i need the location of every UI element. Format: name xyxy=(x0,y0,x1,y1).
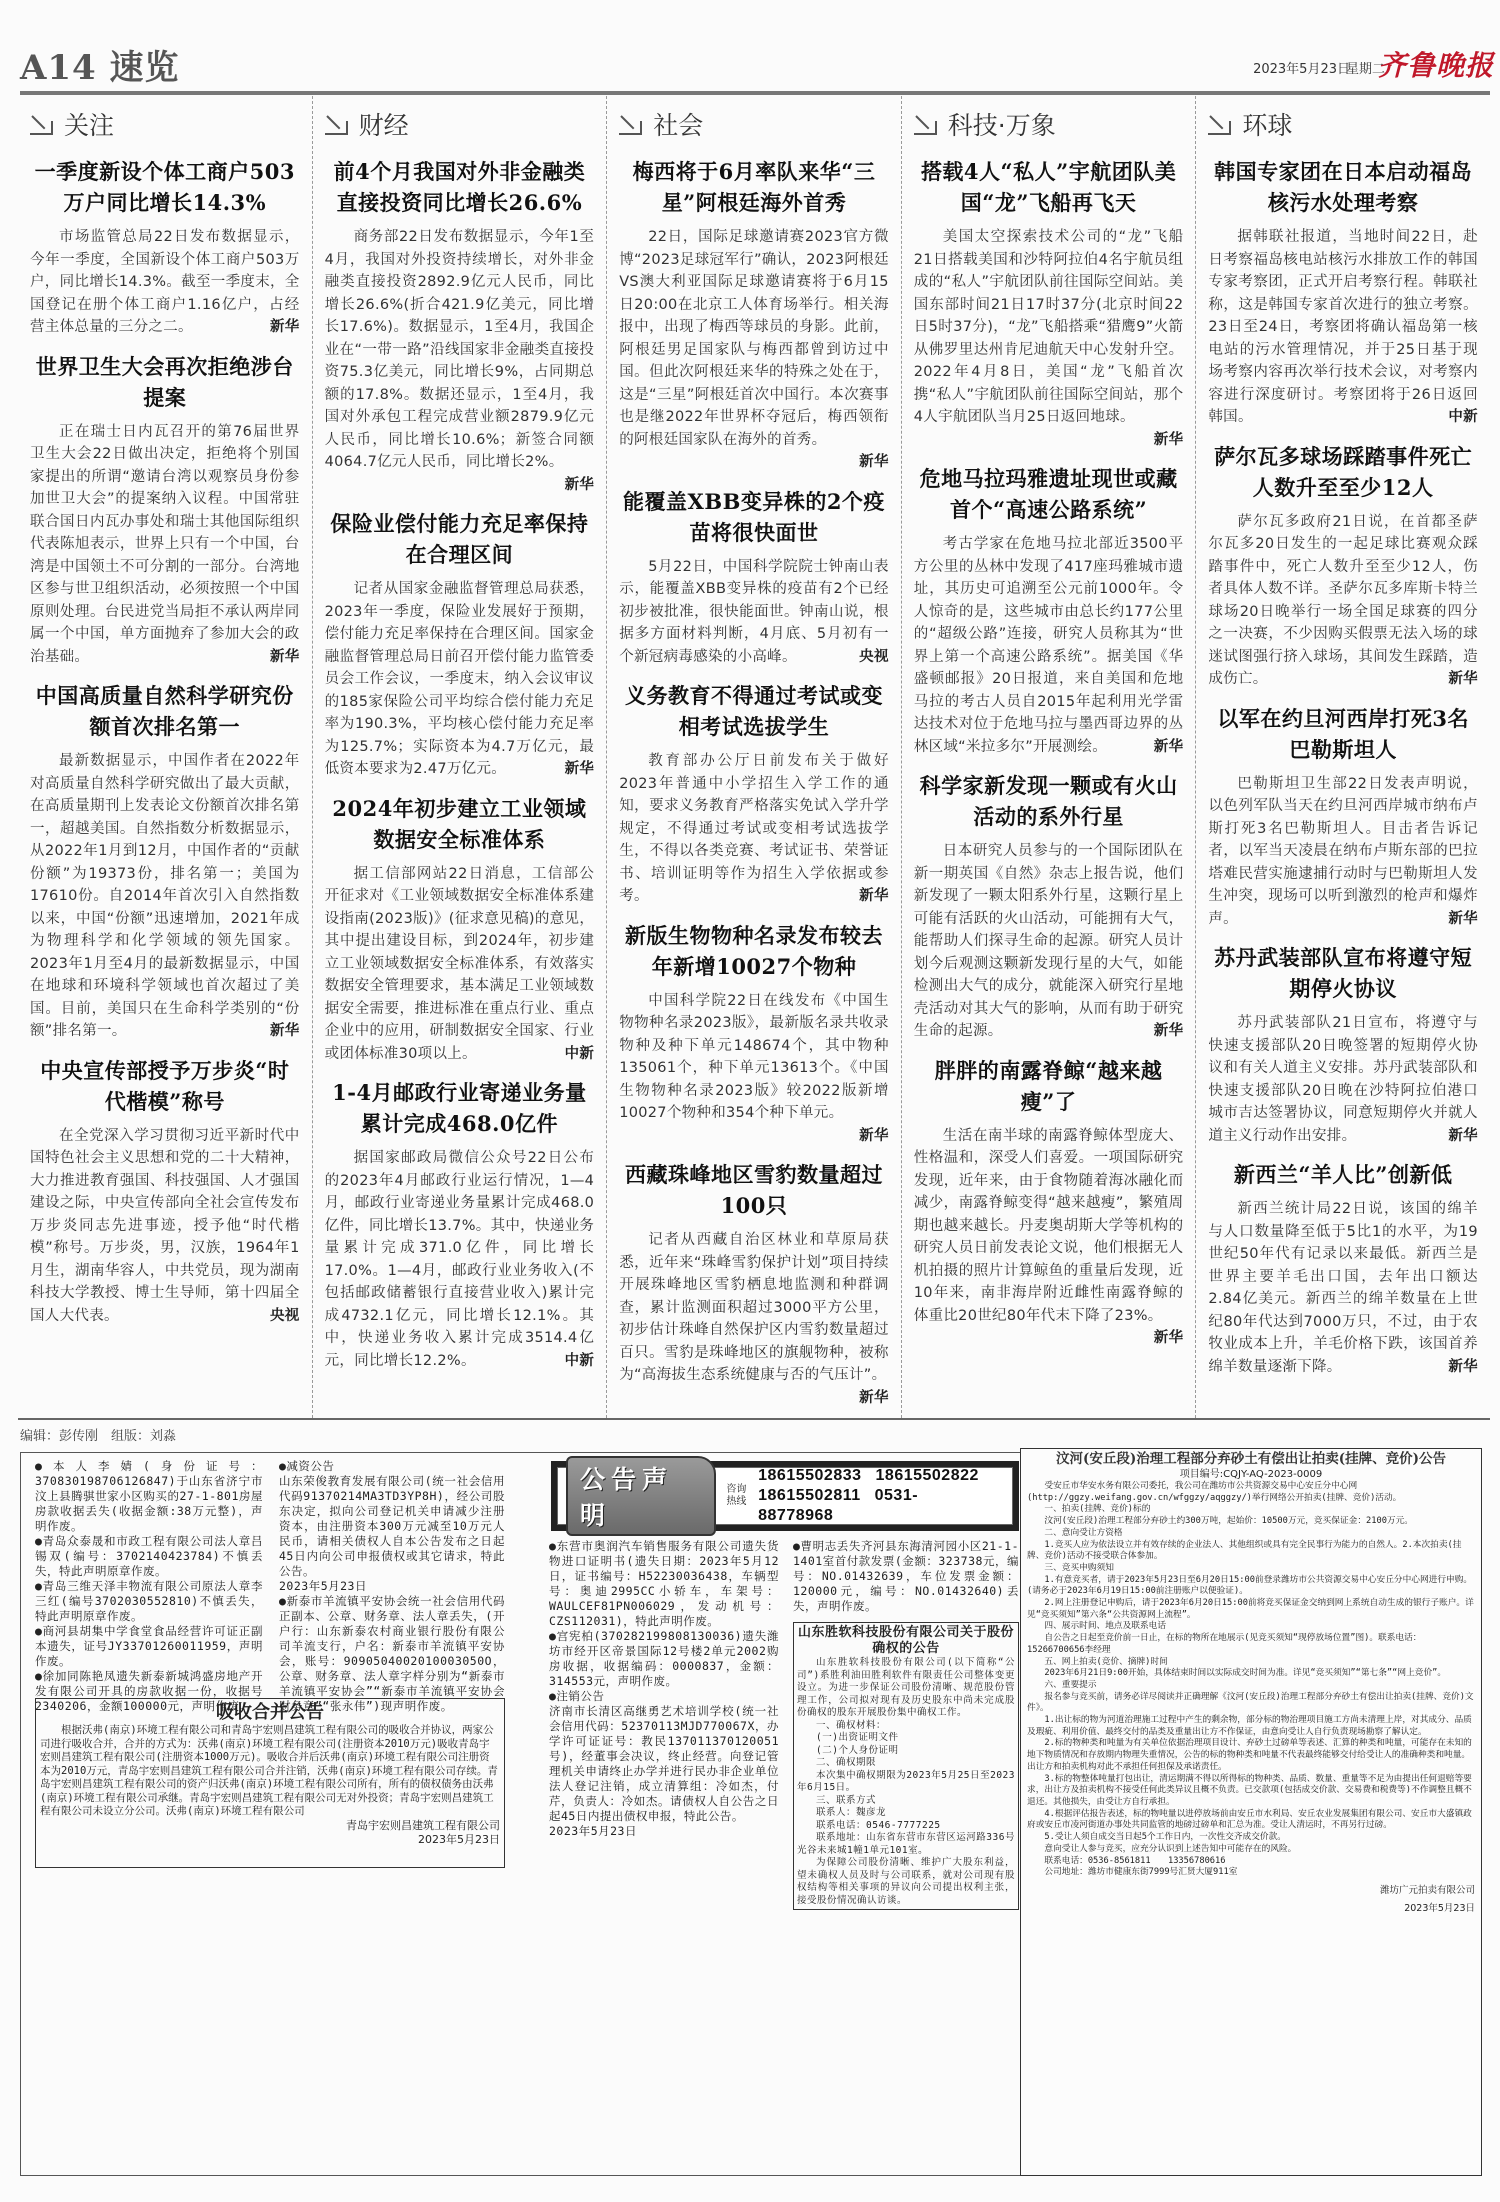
article-body xyxy=(325,1147,595,1372)
article-text: 中国科学院22日在线发布《中国生物物种名录2023版》，最新版名录共收录物种及种下单元148674个，其中物种135061个，种下单元13613个。《中国生物物种名录2023版》较2022版新增10027个物种和354个种下单元。 xyxy=(619,992,889,1121)
section-header xyxy=(30,104,300,144)
news-column xyxy=(902,96,1197,1418)
article-body xyxy=(913,1125,1184,1346)
article-source: 新华 xyxy=(859,888,889,904)
phone-number: 18615502833 xyxy=(758,1467,862,1484)
issue-weekday: 星期二 xyxy=(1345,62,1385,77)
auction-paragraph: 报名参与竞买前，请务必详尽阅读并正确理解《汶河(安丘段)治理工程部分弃砂土有偿出让拍卖(挂牌、竞价)文件》。 xyxy=(1027,1691,1474,1714)
article-source: 新华 xyxy=(1153,431,1184,448)
article-source: 新华 xyxy=(1448,910,1478,927)
phone-number: 18615502822 xyxy=(875,1467,979,1484)
classified-notice: ●新泰市羊流镇平安协会统一社会信用代码正副本、公章、财务章、法人章丢失，(开户行：山东新泰农村商业银行股份有限公司羊流支行，户名：新泰市羊流镇平安协会，账号：9090504002010003050O，公章、财务章、法人章字样分别为“新泰市羊流镇平安协会”“新泰市羊流镇平安协会财务章”“张永伟”)现声明作废。 xyxy=(279,1594,505,1713)
article-headline: 科学家新发现一颗或有火山活动的系外行星 xyxy=(919,773,1178,829)
article-body xyxy=(1208,1198,1478,1378)
auction-paragraph: 自公告之日起至竞价前一日止，在标的物所在地展示(见竞买须知“现停放场位置”图)。联系电话：15266700656李经理 xyxy=(1027,1633,1422,1655)
article-source: 新华 xyxy=(564,476,595,493)
section-arrow-icon xyxy=(619,112,643,136)
auction-date: 2023年5月23日 xyxy=(1404,1902,1475,1914)
auction-project-code: 项目编号:CQJY-AQ-2023-0009 xyxy=(1179,1469,1323,1480)
share-notice-body xyxy=(797,1657,1015,1907)
article-source: 新华 xyxy=(1448,1127,1478,1144)
section-header xyxy=(325,104,595,144)
article-headline: 西藏珠峰地区雪豹数量超过100只 xyxy=(624,1162,883,1218)
auction-paragraph: 1.竞买人应为依法设立并有效存续的企业法人、其他组织或具有完全民事行为能力的自然人。2.本次拍卖(挂牌、竞价)活动不接受联合体参加。 xyxy=(1027,1539,1462,1562)
article-source: 央视 xyxy=(859,648,889,665)
news-article xyxy=(30,351,300,669)
classified-notice: 济南市长清区高继勇艺术培训学校(统一社会信用代码：52370113MJD770067X，办学许可证证号：教民137011370120051号)，经董事会决议，终止经营。向登记管理机关申请终止办学并进行民办非企业单位法人登记注销，成立清算组：冷如杰，付芹，负责人：冷如杰。请债权人自公告之日起45日内提出债权申报，特此公告。 xyxy=(549,1704,779,1823)
article-text: 记者从西藏自治区林业和草原局获悉，近年来“珠峰雪豹保护计划”项目持续开展珠峰地区雪豹栖息地监测和种群调查，累计监测面积超过3000平方公里，初步估计珠峰自然保护区内雪豹数量超过百只。雪豹是珠峰地区的旗舰物种，被称为“高海拔生态系统健康与否的气压计”。 xyxy=(619,1232,889,1383)
article-body xyxy=(30,421,300,669)
classified-notice: ●本人李婧(身份证号：370830198706126847)于山东省济宁市汶上县腾骐世家小区购买的27-1-801房屋房款收据丢失(收据金额:38万元整)，声明作废。 xyxy=(35,1459,263,1533)
news-article xyxy=(1208,1159,1478,1378)
auction-paragraph: 意向受让人参与竞买，应充分认识到上述告知中可能存在的风险。 xyxy=(1044,1843,1297,1854)
article-body xyxy=(30,750,300,1043)
news-article xyxy=(914,770,1184,1043)
auction-paragraph: 联系电话：0536-8561811 13356780616 xyxy=(1044,1855,1226,1866)
auction-paragraph: 三、竞买申购须知 xyxy=(1044,1562,1114,1573)
article-headline: 萨尔瓦多球场踩踏事件死亡人数升至至少12人 xyxy=(1214,443,1473,500)
article-source: 新华 xyxy=(564,761,595,777)
article-text: 新西兰统计局22日说，该国的绵羊与人口数量降至低于5比1的水平，为19世纪50年代有记录以来最低。新西兰是世界主要羊毛出口国，去年出口额达2.84亿美元。新西兰的绵羊数量在上世纪80年代达到7000万只，不过，由于农牧业成本上升，羊毛价格下跌，该国首养绵羊数量逐渐下降。 xyxy=(1208,1201,1478,1375)
article-body xyxy=(1208,773,1478,931)
article-text: 据韩联社报道，当地时间22日，赴日考察福岛核电站核污水排放工作的韩国专家考察团，正式开启考察行程。韩联社称，这是韩国专家首次进行的独立考察。23日至24日，考察团将确认福岛第一核电站的污水管理情况，并于25日基于现场考察内容再次举行技术会议，对考察内容进行深度研讨。考察团将于26日返回韩国。 xyxy=(1208,229,1478,425)
article-text: 5月22日，中国科学院院士钟南山表示，能覆盖XBB变异株的疫苗有2个已经初步被批准，很快能面世。钟南山说，根据多方面材料判断，4月底、5月初有一个新冠病毒感染的小高峰。 xyxy=(619,558,889,665)
article-text: 考古学家在危地马拉北部近3500平方公里的丛林中发现了417座玛雅城市遗址，其历史可追溯至公元前1000年。令人惊奇的是，这些城市由总长约177公里的“超级公路”连接，研究人员称其为“世界上第一个高速公路系统”。据美国《华盛顿邮报》20日报道，来自美国和危地马拉的考古人员自2015年起利用光学雷达技术对位于危地马拉与墨西哥边界的丛林区域“米拉多尔”开展测绘。 xyxy=(913,536,1184,755)
article-body xyxy=(324,226,595,493)
classified-notice: ●注销公告 xyxy=(549,1689,605,1703)
classified-notice: ●宫宪柏(370282199808130036)遗失潍坊市经开区帝景国际12号楼2单元2002购房收据，收据编码：0000837，金额：314553元，声明作废。 xyxy=(549,1629,779,1688)
auction-paragraph: 5.受让人须自成交当日起5个工作日内，一次性交齐成交价款。 xyxy=(1044,1832,1286,1843)
classified-notice: ●商河县胡集中学食堂食品经营许可证正副本遗失，证号JY33701260011959，声明作废。 xyxy=(35,1624,263,1668)
hotline-numbers xyxy=(758,1466,1004,1526)
article-headline: 以军在约旦河西岸打死3名巴勒斯坦人 xyxy=(1217,705,1469,762)
news-article xyxy=(1208,942,1478,1147)
share-confirmation-notice xyxy=(793,1622,1019,1910)
auction-signer: 潍坊广元拍卖有限公司 xyxy=(1379,1884,1475,1896)
news-article xyxy=(30,156,300,339)
share-notice-paragraph: (二)个人身份证明 xyxy=(816,1744,899,1756)
auction-paragraph: 3.标的物整体吨量打包出让，清运期满不得以所得标的物种类、品质、数量、重量等不足为由提出任何退赔等要求，出让方及拍卖机构不接受任何此类异议且概不负责。已交款项(包括成交价款、交易费和税费等)不作调整且概不退还。其他损失，由受让方自行承担。 xyxy=(1027,1773,1472,1807)
article-text: 商务部22日发布数据显示，今年1至4月，我国对外投资持续增长，对外非金融类直接投资2892.9亿元人民币，同比增长26.6%(折合421.9亿美元，同比增长17.6%)。数据显示，1至4月，我国企业在“一带一路”沿线国家非金融类直接投资75.3亿美元，同比增长9%，占同期总额的17.8%。数据还显示，1至4月，我国对外承包工程完成营业额2879.9亿元人民币，同比增长10.6%；新签合同额4064.7亿元人民币，同比增长2%。 xyxy=(324,229,595,470)
article-headline: 保险业偿付能力充足率保持在合理区间 xyxy=(330,511,589,567)
article-source: 新华 xyxy=(859,1389,889,1406)
news-article xyxy=(619,680,889,908)
auction-paragraph: 2.网上注册登记申购后，请于2023年6月20日15:00前将竞买保证金交纳到网上系统自动生成的银行子账户。详见“竞买须知”第六条“公共资源网上流程”。 xyxy=(1027,1598,1474,1620)
article-body xyxy=(30,226,300,339)
auction-paragraph: 4.根据评估报告表述，标的物吨量以进停放场前由安丘市水利局、安丘农业发展集团有限公司、安丘市大盛镇政府或安丘市凌河街道办事处共同监管的地磅过磅单和汇总为准。受让人清运时，不再另行过磅。 xyxy=(1027,1808,1472,1831)
news-article xyxy=(1208,441,1478,691)
article-source: 新华 xyxy=(859,454,889,470)
article-source: 中新 xyxy=(564,1352,595,1369)
notices-area xyxy=(20,1451,1475,2172)
masthead-divider xyxy=(20,91,1490,95)
article-text: 据工信部网站22日消息，工信部公开征求对《工业领域数据安全标准体系建设指南(2023版)》(征求意见稿)的意见，其中提出建设目标，到2024年，初步建立工业领域数据安全标准体系，有效落实数据安全管理要求，基本满足工业领域数据安全需要，推进标准在重点行业、重点企业中的应用，研制数据安全国家、行业或团体标准30项以上。 xyxy=(324,865,595,1062)
article-body xyxy=(1208,1012,1478,1147)
auction-paragraph: 1.有意竞买者，请于2023年5月23日至6月20日15:00前登录潍坊市公共资源交易中心安丘分中心网进行申购。(请务必于2023年6月19日15:00前注册账户以便验证)。 xyxy=(1027,1574,1473,1597)
article-headline: 义务教育不得通过考试或变相考试选拔学生 xyxy=(624,683,883,739)
page-label: A14 速览 xyxy=(20,48,180,88)
classified-notice: ●东营市奥润汽车销售服务有限公司遗失货物进口证明书(遗失日期：2023年5月12日，证书编号：H52230036438，车辆型号：奥迪2995CC小轿车，车架号：WAULCEF81PN006029，发动机号：CZS112031)，特此声明作废。 xyxy=(549,1539,779,1628)
editor-credits: 编辑：彭传刚 组版：刘淼 xyxy=(20,1429,177,1444)
news-article xyxy=(325,156,595,496)
section-header xyxy=(1208,104,1478,144)
article-text: 正在瑞士日内瓦召开的第76届世界卫生大会22日做出决定，拒绝将个别国家提出的所谓“邀请台湾以观察员身份参加世卫大会”的提案纳入议程。中国常驻联合国日内瓦办事处和瑞士其他国际组织代表陈旭表示，世界上只有一个中国，台湾是中国领土不可分割的一部分。台湾地区参与世卫组织活动，必须按照一个中国原则处理。台民进党当局拒不承认两岸同属一个中国，单方面抛弃了参加大会的政治基础。 xyxy=(30,423,300,665)
article-body xyxy=(913,226,1184,448)
article-body xyxy=(619,556,889,669)
section-arrow-icon xyxy=(30,112,54,136)
auction-paragraph: 六、重要提示 xyxy=(1044,1679,1097,1690)
article-source: 新华 xyxy=(1153,738,1184,755)
article-headline: 梅西将于6月率队来华“三星”阿根廷海外首秀 xyxy=(632,159,876,215)
auction-paragraph: 汶河(安丘段)治理工程部分弃砂土约300万吨，起始价：10500万元，竞买保证金：2100万元。 xyxy=(1044,1516,1413,1527)
news-article xyxy=(914,156,1184,451)
article-text: 美国太空探索技术公司的“龙”飞船21日搭载美国和沙特阿拉伯4名宇航员组成的“私人”宇航团队前往国际空间站。美国东部时间21日17时37分(北京时间22日5时37分)，“龙”飞船搭乘“猎鹰9”火箭从佛罗里达州肯尼迪航天中心发射升空。2022年4月8日，美国“龙”飞船首次携“私人”宇航团队前往国际空间站，那个4人宇航团队当月25日返回地球。 xyxy=(913,229,1184,425)
merger-notice-title: 吸收合并公告 xyxy=(216,1702,324,1723)
auction-notice-body xyxy=(1027,1481,1475,1879)
article-text: 在全党深入学习贯彻习近平新时代中国特色社会主义思想和党的二十大精神，大力推进教育强国、科技强国、人才强国建设之际，中央宣传部向全社会宣传发布万步炎同志先进事迹，授予他“时代楷模”称号。万步炎，男，汉族，1964年1月生，湖南华容人，中共党员，现为湖南科技大学教授、博士生导师，第十四届全国人大代表。 xyxy=(30,1127,300,1324)
article-body xyxy=(914,533,1184,758)
hotline-label: 咨询热线 xyxy=(726,1484,747,1507)
share-notice-paragraph: 联系地址：山东省东营市东营区运河路336号光谷未来城1幢1单元101室。 xyxy=(797,1832,1015,1856)
section-title: 社会 xyxy=(653,111,704,140)
news-column xyxy=(1196,96,1490,1418)
article-headline: 一季度新设个体工商户503万户同比增长14.3% xyxy=(34,159,295,215)
section-arrow-icon xyxy=(914,112,938,136)
article-headline: 1-4月邮政行业寄递业务量累计完成468.0亿件 xyxy=(332,1080,587,1136)
article-text: 苏丹武装部队21日宣布，将遵守与快速支援部队20日晚签署的短期停火协议和有关人道主义安排。苏丹武装部队和快速支援部队20日晚在沙特阿拉伯港口城市吉达签署协议，同意短期停火并就人道主义行动作出安排。 xyxy=(1208,1015,1478,1144)
news-column xyxy=(313,96,608,1418)
share-notice-paragraph: 联系人：魏彦龙 xyxy=(816,1807,887,1818)
auction-paragraph: 2023年6月21日9:00开始，具体结束时间以实际成交时间为准。详见“竞买须知”“第七条”“网上竞价”。 xyxy=(1044,1668,1447,1679)
article-text: 日本研究人员参与的一个国际团队在新一期英国《自然》杂志上报告说，他们新发现了一颗太阳系外行星，这颗行星上可能有活跃的火山活动，可能拥有大气，能帮助人们探寻生命的起源。研究人员计划今后观测这颗新发现行星的大气，如能检测出大气的成分，就能深入研究行星地壳活动对其大气的影响，从而有助于研究生命的起源。 xyxy=(913,843,1184,1039)
article-body xyxy=(914,840,1184,1043)
news-article xyxy=(325,793,595,1066)
classified-notice: ●青岛三维天泽丰物流有限公司原法人章李三红(编号3702030552810)不慎丢失，特此声明原章作废。 xyxy=(35,1579,263,1623)
news-column xyxy=(607,96,902,1418)
classified-notice: 2023年5月23日 xyxy=(549,1824,637,1838)
auction-notice-title: 汶河(安丘段)治理工程部分弃砂土有偿出让拍卖(挂牌、竞价)公告 xyxy=(1055,1451,1447,1467)
section-title: 科技·万象 xyxy=(947,111,1056,140)
section-header xyxy=(619,104,889,144)
article-headline: 危地马拉玛雅遗址现世或藏首个“高速公路系统” xyxy=(919,466,1178,522)
auction-paragraph: 四、展示时间、地点及联系电话 xyxy=(1044,1621,1167,1632)
article-headline: 世界卫生大会再次拒绝涉台提案 xyxy=(35,353,294,410)
section-arrow-icon xyxy=(1208,112,1232,136)
article-headline: 中国高质量自然科学研究份额首次排名第一 xyxy=(35,683,294,739)
article-body xyxy=(30,1125,300,1328)
article-body xyxy=(619,750,889,908)
issue-date: 2023年5月23日 xyxy=(1253,62,1350,77)
news-article xyxy=(619,1159,889,1409)
newspaper-logo: 齐鲁晚报 xyxy=(1377,49,1494,82)
notice-banner xyxy=(551,1461,1019,1531)
classified-notice: ●青岛众泰晟和市政工程有限公司法人章吕锡双(编号：3702140423784)不慎丢失，特此声明原章作废。 xyxy=(35,1534,263,1578)
article-text: 据国家邮政局微信公众号22日公布的2023年4月邮政行业运行情况，1—4月，邮政行业寄递业务量累计完成468.0亿件，同比增长13.7%。其中，快递业务量累计完成371.0亿件，同比增长17.0%。1—4月，邮政行业业务收入(不包括邮政储蓄银行直接营业收入)累计完成4732.1亿元，同比增长12.1%。其中，快递业务收入累计完成3514.4亿元，同比增长12.2%。 xyxy=(324,1150,595,1369)
auction-paragraph: 一、拍卖(挂牌、竞价)标的 xyxy=(1044,1504,1151,1515)
share-notice-paragraph: 三、联系方式 xyxy=(816,1794,877,1806)
article-headline: 中央宣传部授予万步炎“时代楷模”称号 xyxy=(40,1057,290,1114)
article-headline: 胖胖的南露脊鲸“越来越瘦”了 xyxy=(934,1057,1163,1114)
article-body xyxy=(325,578,595,781)
news-columns xyxy=(18,96,1490,1418)
editor-divider xyxy=(18,1418,1490,1420)
classified-notice: ●徐加同陈艳凤遗失新泰新城鸿盛房地产开发有限公司开具的房款收据一份，收据号2340206，金额100000元，声明作废。 xyxy=(35,1669,263,1713)
article-headline: 苏丹武装部队宣布将遵守短期停火协议 xyxy=(1214,945,1473,1001)
notices-column-1 xyxy=(35,1459,263,1714)
section-header xyxy=(914,104,1184,144)
merger-notice-signer: 青岛宇宏则昌建筑工程有限公司 xyxy=(346,1818,500,1832)
article-text: 生活在南半球的南露脊鲸体型庞大、性格温和，深受人们喜爱。一项国际研究发现，近年来，由于食物随着海冰融化而减少，南露脊鲸变得“越来越瘦”，繁殖周期也越来越长。丹麦奥胡斯大学等机构的研究人员日前发表论文说，他们根据无人机拍摄的照片计算鲸鱼的重量后发现，近10年来，南非海岸附近雌性南露脊鲸的体重比20世纪80年代末下降了23%。 xyxy=(913,1127,1184,1324)
section-title: 环球 xyxy=(1242,111,1293,140)
share-notice-paragraph: 山东胜软科技股份有限公司(以下简称“公司”)系胜利油田胜利软件有限责任公司整体变更设立。为进一步保证公司股份清晰、规范股份管理工作，公司拟对现有及历史股东中尚未完成股份确权的股东开展股份集中确权工作。 xyxy=(797,1657,1015,1718)
article-source: 央视 xyxy=(269,1307,300,1324)
news-article xyxy=(325,1077,595,1372)
news-article xyxy=(619,920,889,1148)
notices-column-4 xyxy=(793,1539,1019,1910)
article-body xyxy=(1208,226,1478,429)
article-source: 新华 xyxy=(1448,671,1478,687)
share-notice-paragraph: (一)出资证明文件 xyxy=(816,1732,899,1743)
article-source: 新华 xyxy=(1153,1023,1184,1039)
share-notice-paragraph: 联系电话：0546-7777225 xyxy=(816,1819,941,1831)
news-article xyxy=(914,1055,1184,1350)
news-article xyxy=(30,1055,300,1328)
auction-paragraph: 受安丘市华安水务有限公司委托，我公司在潍坊市公共资源交易中心安丘分中心网(http://ggzy.weifang.gov.cn/wfggzy/aqggzy/)举行网络公开拍卖(挂牌、竞价)活动。 xyxy=(1027,1481,1402,1503)
article-headline: 搭载4人“私人”宇航团队美国“龙”飞船再飞天 xyxy=(920,159,1177,215)
article-headline: 新版生物物种名录发布较去年新增10027个物种 xyxy=(624,922,883,979)
article-source: 新华 xyxy=(269,1023,300,1039)
article-text: 最新数据显示，中国作者在2022年对高质量自然科学研究做出了最大贡献，在高质量期刊上发表论文份额首次排名第一，超越美国。自然指数分析数据显示，从2022年1月到12月，中国作者的“贡献份额”为19373份，排名第一；美国为17610份。自2014年首次引入自然指数以来，中国“份额”迅速增加，2021年成为物理科学和化学领域的领先国家。2023年1月至4月的最新数据显示，中国在地球和环境科学领域也首次超过了美国。目前，美国只在生命科学类别的“份额”排名第一。 xyxy=(30,753,300,1039)
classified-notice: ●曹明志丢失齐河县东海清河园小区21-1-1401室首付款发票(金额：323738元，编号：NO.01432639，车位发票金额：120000元，编号：NO.01432640)丢失，声明作废。 xyxy=(793,1539,1019,1613)
classified-notice: 山东荣俊教育发展有限公司(统一社会信用代码91370214MA3TD3YP8H)，经公司股东决定，拟向公司登记机关申请减少注册资本，由注册资本300万元减至10万元人民币，请相关债权人自本公告发布之日起45日内向公司申报债权或其它请求，特此公告。 xyxy=(279,1474,505,1578)
share-notice-paragraph: 二、确权期限 xyxy=(816,1757,877,1768)
article-text: 22日，国际足球邀请赛2023官方微博“2023足球冠军行”确认，2023阿根廷VS澳大利亚国际足球邀请赛将于6月15日20:00在北京工人体育场举行。相关海报中，出现了梅西等球员的身影。此前，阿根廷男足国家队与梅西都曾到访过中国。但此次阿根廷来华的特殊之处在于，这是“三星”阿根廷首次中国行。本次赛事也是继2022年世界杯夺冠后，梅西领衔的阿根廷国家队在海外的首秀。 xyxy=(619,229,889,448)
section-title: 财经 xyxy=(358,111,409,140)
notices-column-3 xyxy=(549,1539,779,1839)
auction-paragraph: 1.出让标的物为河道治理施工过程中产生的剩余物，部分标的物治理项目施工方尚未清理上岸，对其成分、品质及瑕疵、利用价值、最终交付的品类及重量出让方不作保证，由意向受让人自行负责现场勘察了解认定。 xyxy=(1027,1715,1472,1737)
merger-notice xyxy=(35,1698,505,1868)
news-article xyxy=(1208,703,1478,931)
article-body xyxy=(1208,511,1478,691)
notices-column-2 xyxy=(279,1459,505,1714)
share-notice-paragraph: 一、确权材料： xyxy=(816,1719,887,1731)
section-arrow-icon xyxy=(325,112,349,136)
phone-number: 0531-88778968 xyxy=(758,1487,919,1524)
article-source: 新华 xyxy=(1153,1330,1184,1346)
article-source: 新华 xyxy=(269,319,300,335)
merger-notice-date: 2023年5月23日 xyxy=(418,1832,500,1846)
notice-banner-title: 公告声明 xyxy=(566,1456,716,1536)
article-body xyxy=(619,1229,889,1406)
article-source: 新华 xyxy=(269,648,300,665)
news-article xyxy=(1208,156,1478,429)
article-source: 中新 xyxy=(564,1045,595,1062)
article-source: 新华 xyxy=(859,1127,889,1144)
news-article xyxy=(914,463,1184,758)
article-body xyxy=(619,226,889,470)
article-headline: 新西兰“羊人比”创新低 xyxy=(1233,1162,1453,1187)
share-notice-paragraph: 本次集中确权期限为2023年5月25日至2023年6月15日。 xyxy=(797,1769,1015,1793)
auction-paragraph: 2.标的物种类和吨量为有关单位依据治理项目设计、弃砂土过磅单等表述、汇算的种类和吨量，可能存在未知的地下物质情况和存放期内物理失重情况，公告的标的物种类和吨量不代表最终能够交付给受让人的准确种类和吨量。出让方和拍卖机构对此不承担任何担保及承诺责任。 xyxy=(1027,1738,1472,1772)
article-text: 巴勒斯坦卫生部22日发表声明说，以色列军队当天在约旦河西岸城市纳布卢斯打死3名巴勒斯坦人。目击者告诉记者，以军当天凌晨在纳布卢斯东部的巴拉塔难民营实施逮捕行动时与巴勒斯坦人发生冲突，现场可以听到激烈的枪声和爆炸声。 xyxy=(1208,775,1478,927)
article-headline: 韩国专家团在日本启动福岛核污水处理考察 xyxy=(1214,159,1473,215)
article-text: 记者从国家金融监督管理总局获悉，2023年一季度，保险业发展好于预期，偿付能力充足率保持在合理区间。国家金融监督管理总局日前召开偿付能力监管委员会工作会议，一季度末，纳入会议审议的185家保险公司平均综合偿付能力充足率为190.3%，平均核心偿付能力充足率为125.7%；实际资本为4.7万亿元，最低资本要求为2.47万亿元。 xyxy=(324,581,595,777)
article-text: 萨尔瓦多政府21日说，在首都圣萨尔瓦多20日发生的一起足球比赛观众踩踏事件中，死亡人数升至至少12人，伤者具体人数不详。圣萨尔瓦多库斯卡特兰球场20日晚举行一场全国足球赛的四分之一决赛，不少因购买假票无法入场的球迷试图强行挤入球场，其间发生踩踏，造成伤亡。 xyxy=(1208,513,1478,687)
article-body xyxy=(619,990,889,1144)
article-source: 新华 xyxy=(1448,1358,1478,1375)
section-title: 关注 xyxy=(64,111,115,140)
news-article xyxy=(619,156,889,474)
article-headline: 2024年初步建立工业领域数据安全标准体系 xyxy=(332,795,587,852)
auction-paragraph: 二、意向受让方资格 xyxy=(1044,1527,1123,1538)
article-headline: 能覆盖XBB变异株的2个疫苗将很快面世 xyxy=(623,488,885,545)
auction-notice xyxy=(1020,1448,1482,2176)
classified-notice: 2023年5月23日 xyxy=(279,1579,367,1593)
article-headline: 前4个月我国对外非金融类直接投资同比增长26.6% xyxy=(333,159,586,215)
share-notice-title: 山东胜软科技股份有限公司关于股份确权的公告 xyxy=(797,1625,1014,1656)
news-article xyxy=(325,508,595,781)
auction-paragraph: 五、网上拍卖(竞价、摘牌)时间 xyxy=(1044,1656,1168,1667)
share-notice-paragraph: 为保障公司股份清晰、维护广大股东利益，望未确权人员及时与公司联系，就对公司现有股权结构等相关事项的异议向公司提出权利主张，接受股份情况确认访谈。 xyxy=(797,1857,1015,1906)
masthead xyxy=(20,40,1500,90)
article-source: 中新 xyxy=(1448,409,1478,425)
article-text: 教育部办公厅日前发布关于做好2023年普通中小学招生入学工作的通知，要求义务教育严格落实免试入学升学规定，不得通过考试或变相考试选拔学生，不得以各类竞赛、考试证书、荣誉证书、培训证明等作为招生入学依据或参考。 xyxy=(619,753,889,904)
news-column xyxy=(18,96,313,1418)
article-body xyxy=(325,863,595,1066)
article-text: 市场监管总局22日发布数据显示，今年一季度，全国新设个体工商户503万户，同比增长14.3%。截至一季度末，全国登记在册个体工商户1.16亿户，占经营主体总量的三分之二。 xyxy=(30,229,300,335)
classified-notice: ●减资公告 xyxy=(279,1459,335,1473)
notices-frame xyxy=(20,1452,1032,2176)
auction-paragraph: 公司地址：潍坊市健康东街7999号汇贤大厦911室 xyxy=(1044,1867,1238,1878)
merger-notice-body: 根据沃弗(南京)环境工程有限公司和青岛宇宏则昌建筑工程有限公司的吸收合并协议，两家公司进行吸收合并，合并的方式为：沃弗(南京)环境工程有限公司(注册资本2010万元)吸收青岛宇宏则昌建筑工程有限公司(注册资本1000万元)。吸收合并后沃弗(南京)环境工程有限公司注册资本为2010万元，青岛宇宏则昌建筑工程有限公司合并注销，沃弗(南京)环境工程有限公司存续。青岛宇宏则昌建筑工程有限公司的资产归沃弗(南京)环境工程有限公司所有，所有的债权债务由沃弗(南京)环境工程有限公司承继。青岛宇宏则昌建筑工程有限公司无对外投资；青岛宇宏则昌建筑工程有限公司未设立分公司。沃弗(南京)环境工程有限公司 xyxy=(40,1724,498,1817)
phone-number: 18615502811 xyxy=(758,1487,861,1504)
news-article xyxy=(30,680,300,1043)
news-article xyxy=(619,486,889,669)
